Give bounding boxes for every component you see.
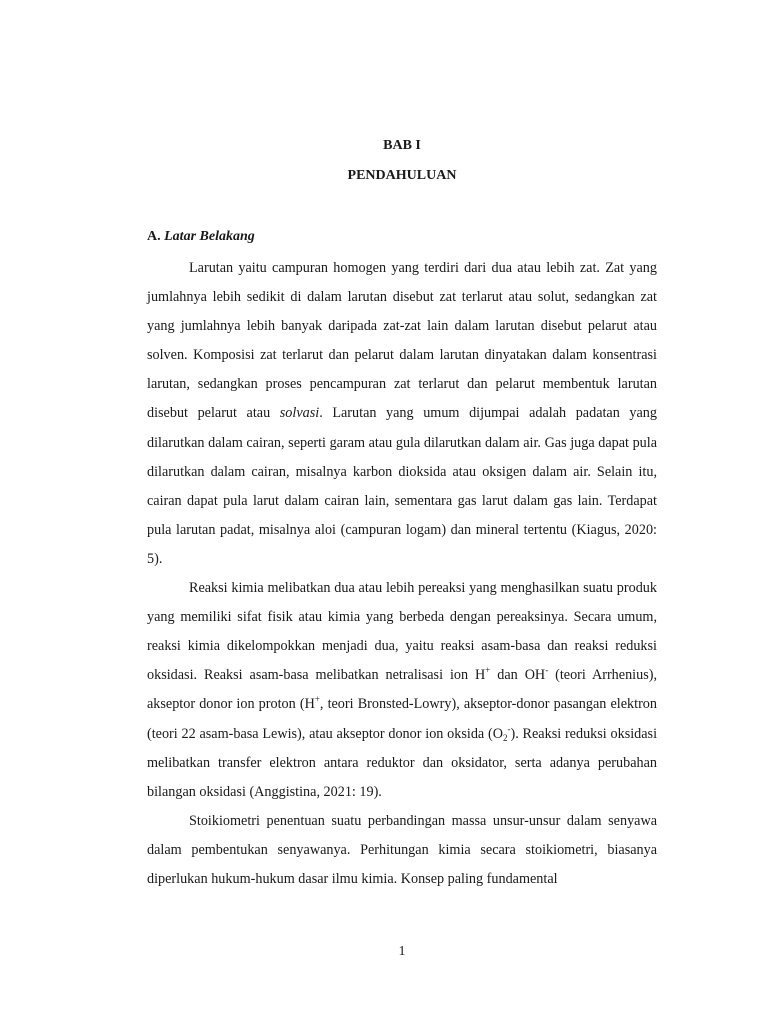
superscript: - bbox=[545, 665, 549, 676]
section-title: Latar Belakang bbox=[164, 229, 255, 244]
paragraph-text: Larutan yaitu campuran homogen yang terdiri dari dua atau lebih zat. Zat yang jumlahnya lebih sedikit di dalam larutan disebut zat terlarut atau solut, sedangkan zat yang jumlahnya lebih banyak daripada zat-zat lain dalam larutan disebut pelarut atau solven. Komposisi zat terlarut dan pelarut dalam larutan dinyatakan dalam konsentrasi larutan, sedangkan proses pencampuran zat terlarut dan pelarut membentuk larutan disebut pelarut atau bbox=[147, 260, 657, 422]
paragraph-stoichiometry bbox=[147, 807, 657, 894]
paragraph-solutions bbox=[147, 254, 657, 574]
paragraph-text: Stoikiometri penentuan suatu perbandingan massa unsur-unsur dalam senyawa dalam pembentukan senyawanya. Perhitungan kimia secara stoikiometri, biasanya diperlukan hukum-hukum dasar ilmu kimia. Konsep paling fundamental bbox=[147, 812, 657, 887]
section-heading bbox=[147, 229, 255, 245]
chapter-label: BAB I bbox=[383, 138, 421, 153]
superscript: + bbox=[485, 665, 491, 676]
superscript: + bbox=[314, 694, 320, 705]
superscript: - bbox=[507, 723, 511, 734]
section-letter: A. bbox=[147, 229, 161, 244]
subscript: 2 bbox=[502, 732, 508, 743]
paragraph-text: (teori Arrhenius), akseptor donor ion proton (H bbox=[147, 667, 657, 713]
paragraph-text: , teori Bronsted-Lowry), akseptor-donor pasangan elektron (teori 22 asam-basa Lewis), atau akseptor donor ion oksida (O bbox=[147, 696, 657, 742]
paragraph-text: . Larutan yang umum dijumpai adalah padatan yang dilarutkan dalam cairan, seperti garam atau gula dilarutkan dalam air. Gas juga dapat pula dilarutkan dalam cairan, misalnya karbon dioksida atau oksigen dalam air. Selain itu, cairan dapat pula larut dalam cairan lain, sementara gas larut dalam gas lain. Terdapat pula larutan padat, misalnya aloi (campuran logam) dan mineral tertentu (Kiagus, 2020: 5). bbox=[147, 405, 657, 567]
paragraph-text: Reaksi kimia melibatkan dua atau lebih pereaksi yang menghasilkan suatu produk yang memiliki sifat fisik atau kimia yang berbeda dengan pereaksinya. Secara umum, reaksi kimia dikelompokkan menjadi dua, yaitu reaksi asam-basa dan reaksi reduksi oksidasi. Reaksi asam-basa melibatkan netralisasi ion H bbox=[147, 580, 657, 684]
italic-term: solvasi bbox=[279, 405, 320, 422]
page-number: 1 bbox=[398, 944, 406, 959]
paragraph-reactions bbox=[147, 574, 657, 807]
chapter-title: PENDAHULUAN bbox=[347, 168, 457, 183]
body-text bbox=[147, 254, 657, 894]
paragraph-text: ). Reaksi reduksi oksidasi melibatkan transfer elektron antara reduktor dan oksidator, serta adanya perubahan bilangan oksidasi (Anggistina, 2021: 19). bbox=[147, 725, 658, 800]
paragraph-text: dan OH bbox=[490, 667, 546, 684]
